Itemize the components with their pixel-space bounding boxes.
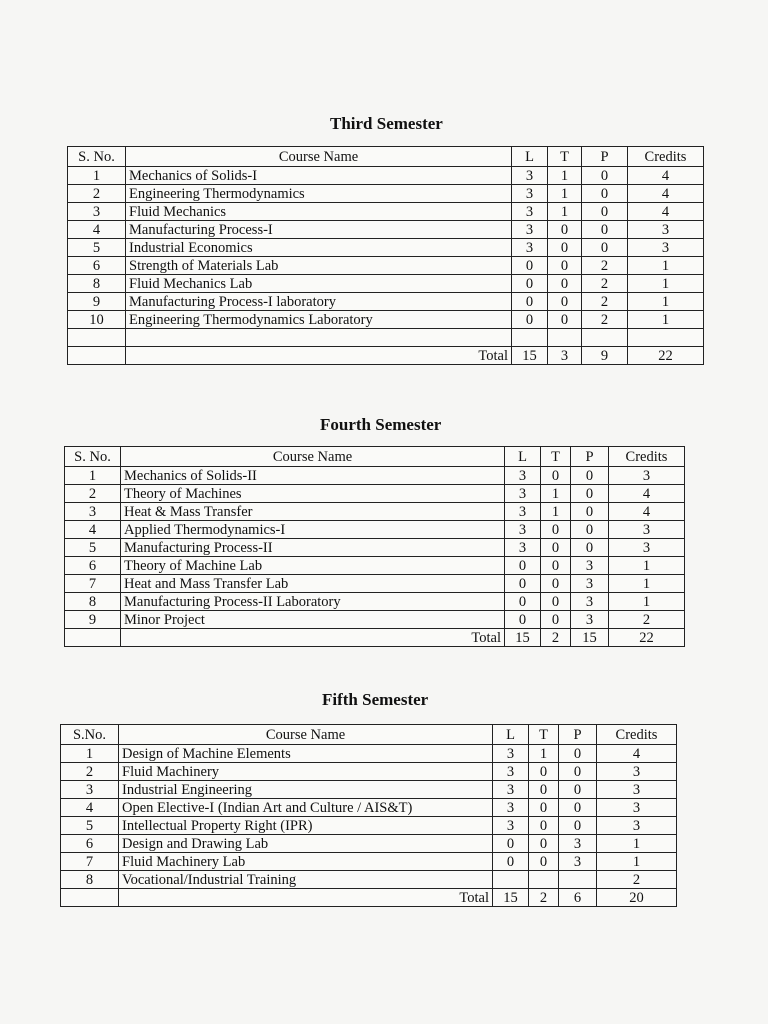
total-p: 9 bbox=[582, 347, 628, 365]
course-name-cell: Fluid Machinery Lab bbox=[119, 853, 493, 871]
credits-cell: 4 bbox=[609, 503, 685, 521]
credits-cell: 1 bbox=[609, 593, 685, 611]
t-cell bbox=[529, 871, 559, 889]
l-cell: 0 bbox=[505, 575, 541, 593]
total-credits: 22 bbox=[609, 629, 685, 647]
p-cell: 2 bbox=[582, 257, 628, 275]
credits-cell: 1 bbox=[628, 293, 704, 311]
course-name-header: Course Name bbox=[119, 725, 493, 745]
sno-cell: 5 bbox=[68, 239, 126, 257]
course-name-cell: Manufacturing Process-I laboratory bbox=[126, 293, 512, 311]
p-cell: 3 bbox=[571, 593, 609, 611]
p-cell: 0 bbox=[559, 781, 597, 799]
sno-cell: 6 bbox=[68, 257, 126, 275]
p-cell: 0 bbox=[582, 203, 628, 221]
sno-cell: 4 bbox=[68, 221, 126, 239]
total-l: 15 bbox=[493, 889, 529, 907]
credits-cell: 4 bbox=[628, 167, 704, 185]
t-cell: 0 bbox=[529, 781, 559, 799]
t-cell: 0 bbox=[541, 467, 571, 485]
credits-cell: 4 bbox=[628, 203, 704, 221]
credits-cell: 4 bbox=[609, 485, 685, 503]
t-cell: 0 bbox=[548, 257, 582, 275]
l-cell: 3 bbox=[493, 763, 529, 781]
table-row bbox=[68, 293, 704, 311]
total-label: Total bbox=[126, 347, 512, 365]
third-semester-title: Third Semester bbox=[330, 114, 443, 133]
t-header: T bbox=[541, 447, 571, 467]
course-name-cell: Strength of Materials Lab bbox=[126, 257, 512, 275]
t-header: T bbox=[548, 147, 582, 167]
total-row bbox=[61, 889, 677, 907]
p-header: P bbox=[571, 447, 609, 467]
p-cell: 0 bbox=[571, 485, 609, 503]
table-row bbox=[65, 611, 685, 629]
table-empty-row bbox=[68, 329, 704, 347]
sno-cell: 9 bbox=[68, 293, 126, 311]
course-name-cell: Engineering Thermodynamics bbox=[126, 185, 512, 203]
credits-cell: 1 bbox=[609, 575, 685, 593]
l-cell: 3 bbox=[505, 467, 541, 485]
course-name-cell: Theory of Machine Lab bbox=[121, 557, 505, 575]
t-cell: 1 bbox=[548, 185, 582, 203]
t-cell: 1 bbox=[548, 203, 582, 221]
p-cell: 0 bbox=[571, 539, 609, 557]
course-name-cell: Manufacturing Process-II Laboratory bbox=[121, 593, 505, 611]
p-cell: 3 bbox=[559, 835, 597, 853]
l-cell: 3 bbox=[505, 503, 541, 521]
p-cell: 3 bbox=[571, 557, 609, 575]
table-row bbox=[68, 275, 704, 293]
credits-cell: 1 bbox=[628, 311, 704, 329]
course-name-cell: Design and Drawing Lab bbox=[119, 835, 493, 853]
l-cell: 3 bbox=[512, 185, 548, 203]
p-cell: 2 bbox=[582, 293, 628, 311]
course-name-cell: Theory of Machines bbox=[121, 485, 505, 503]
t-cell: 0 bbox=[529, 817, 559, 835]
l-header: L bbox=[505, 447, 541, 467]
l-cell: 3 bbox=[493, 781, 529, 799]
total-l: 15 bbox=[512, 347, 548, 365]
credits-cell: 1 bbox=[609, 557, 685, 575]
t-cell: 0 bbox=[541, 557, 571, 575]
course-name-cell: Industrial Economics bbox=[126, 239, 512, 257]
table-row bbox=[61, 763, 677, 781]
course-name-cell: Mechanics of Solids-II bbox=[121, 467, 505, 485]
total-row bbox=[68, 347, 704, 365]
credits-cell: 1 bbox=[597, 835, 677, 853]
t-cell: 0 bbox=[548, 293, 582, 311]
sno-header: S. No. bbox=[68, 147, 126, 167]
table-header-row bbox=[65, 447, 685, 467]
fifth-semester-title: Fifth Semester bbox=[322, 690, 429, 709]
table-row bbox=[68, 257, 704, 275]
l-cell: 0 bbox=[512, 293, 548, 311]
l-cell bbox=[493, 871, 529, 889]
credits-cell: 3 bbox=[609, 539, 685, 557]
l-cell: 3 bbox=[512, 221, 548, 239]
l-cell: 0 bbox=[505, 557, 541, 575]
total-p: 15 bbox=[571, 629, 609, 647]
t-cell: 0 bbox=[541, 539, 571, 557]
p-cell: 0 bbox=[582, 185, 628, 203]
p-cell: 3 bbox=[559, 853, 597, 871]
p-cell: 3 bbox=[571, 575, 609, 593]
sno-cell: 7 bbox=[65, 575, 121, 593]
t-cell: 0 bbox=[529, 835, 559, 853]
table-row bbox=[68, 311, 704, 329]
course-name-cell: Intellectual Property Right (IPR) bbox=[119, 817, 493, 835]
sno-header: S.No. bbox=[61, 725, 119, 745]
p-cell: 0 bbox=[571, 503, 609, 521]
sno-cell: 9 bbox=[65, 611, 121, 629]
t-cell: 0 bbox=[529, 763, 559, 781]
sno-cell: 10 bbox=[68, 311, 126, 329]
sno-cell: 8 bbox=[61, 871, 119, 889]
p-cell: 0 bbox=[582, 167, 628, 185]
t-cell: 0 bbox=[548, 239, 582, 257]
l-cell: 3 bbox=[493, 799, 529, 817]
t-cell: 1 bbox=[548, 167, 582, 185]
table-row bbox=[61, 745, 677, 763]
t-header: T bbox=[529, 725, 559, 745]
course-name-cell: Heat and Mass Transfer Lab bbox=[121, 575, 505, 593]
table-row bbox=[65, 593, 685, 611]
table-row bbox=[65, 557, 685, 575]
l-cell: 0 bbox=[512, 257, 548, 275]
sno-cell: 3 bbox=[61, 781, 119, 799]
credits-cell: 3 bbox=[597, 799, 677, 817]
course-name-header: Course Name bbox=[121, 447, 505, 467]
credits-header: Credits bbox=[597, 725, 677, 745]
t-cell: 0 bbox=[529, 799, 559, 817]
t-cell: 0 bbox=[541, 593, 571, 611]
table-row bbox=[65, 503, 685, 521]
l-cell: 0 bbox=[493, 853, 529, 871]
l-cell: 3 bbox=[493, 745, 529, 763]
sno-cell: 1 bbox=[61, 745, 119, 763]
l-cell: 0 bbox=[512, 275, 548, 293]
t-cell: 0 bbox=[541, 521, 571, 539]
credits-cell: 4 bbox=[628, 185, 704, 203]
table-row bbox=[65, 521, 685, 539]
course-name-cell: Fluid Machinery bbox=[119, 763, 493, 781]
sno-cell: 4 bbox=[65, 521, 121, 539]
l-cell: 3 bbox=[505, 539, 541, 557]
table-row bbox=[61, 853, 677, 871]
table-row bbox=[61, 835, 677, 853]
p-cell: 0 bbox=[559, 763, 597, 781]
l-cell: 0 bbox=[512, 311, 548, 329]
sno-cell: 8 bbox=[65, 593, 121, 611]
total-credits: 20 bbox=[597, 889, 677, 907]
l-cell: 3 bbox=[505, 521, 541, 539]
t-cell: 0 bbox=[548, 275, 582, 293]
credits-cell: 3 bbox=[609, 467, 685, 485]
l-cell: 0 bbox=[505, 593, 541, 611]
course-name-cell: Heat & Mass Transfer bbox=[121, 503, 505, 521]
t-cell: 0 bbox=[529, 853, 559, 871]
l-header: L bbox=[512, 147, 548, 167]
sno-cell: 6 bbox=[65, 557, 121, 575]
sno-cell: 5 bbox=[65, 539, 121, 557]
t-cell: 0 bbox=[541, 575, 571, 593]
t-cell: 0 bbox=[548, 221, 582, 239]
total-credits: 22 bbox=[628, 347, 704, 365]
table-row bbox=[68, 167, 704, 185]
sno-cell: 1 bbox=[65, 467, 121, 485]
p-header: P bbox=[582, 147, 628, 167]
table-row bbox=[68, 185, 704, 203]
course-name-cell: Open Elective-I (Indian Art and Culture / AIS&T) bbox=[119, 799, 493, 817]
p-cell: 3 bbox=[571, 611, 609, 629]
credits-header: Credits bbox=[628, 147, 704, 167]
l-cell: 3 bbox=[512, 203, 548, 221]
fifth-semester-table bbox=[60, 724, 677, 907]
table-row bbox=[61, 799, 677, 817]
l-cell: 3 bbox=[505, 485, 541, 503]
course-name-cell: Engineering Thermodynamics Laboratory bbox=[126, 311, 512, 329]
p-cell: 2 bbox=[582, 275, 628, 293]
course-name-cell: Fluid Mechanics bbox=[126, 203, 512, 221]
p-header: P bbox=[559, 725, 597, 745]
sno-cell: 7 bbox=[61, 853, 119, 871]
sno-cell: 6 bbox=[61, 835, 119, 853]
credits-cell: 3 bbox=[597, 781, 677, 799]
table-row bbox=[68, 239, 704, 257]
credits-cell: 2 bbox=[597, 871, 677, 889]
table-row bbox=[68, 203, 704, 221]
table-row bbox=[61, 781, 677, 799]
sno-cell: 2 bbox=[61, 763, 119, 781]
credits-cell: 3 bbox=[609, 521, 685, 539]
course-name-cell: Fluid Mechanics Lab bbox=[126, 275, 512, 293]
sno-cell: 2 bbox=[65, 485, 121, 503]
credits-cell: 3 bbox=[597, 763, 677, 781]
sno-cell: 8 bbox=[68, 275, 126, 293]
sno-cell: 4 bbox=[61, 799, 119, 817]
p-cell: 2 bbox=[582, 311, 628, 329]
t-cell: 0 bbox=[548, 311, 582, 329]
p-cell: 0 bbox=[559, 817, 597, 835]
table-header-row bbox=[61, 725, 677, 745]
total-t: 2 bbox=[541, 629, 571, 647]
table-row bbox=[65, 485, 685, 503]
l-cell: 0 bbox=[493, 835, 529, 853]
credits-header: Credits bbox=[609, 447, 685, 467]
l-header: L bbox=[493, 725, 529, 745]
credits-cell: 3 bbox=[597, 817, 677, 835]
l-cell: 3 bbox=[512, 167, 548, 185]
course-name-cell: Design of Machine Elements bbox=[119, 745, 493, 763]
table-row bbox=[65, 539, 685, 557]
course-name-cell: Manufacturing Process-I bbox=[126, 221, 512, 239]
table-row bbox=[61, 817, 677, 835]
credits-cell: 3 bbox=[628, 221, 704, 239]
total-row bbox=[65, 629, 685, 647]
course-name-cell: Vocational/Industrial Training bbox=[119, 871, 493, 889]
course-name-cell: Mechanics of Solids-I bbox=[126, 167, 512, 185]
course-name-cell: Manufacturing Process-II bbox=[121, 539, 505, 557]
credits-cell: 3 bbox=[628, 239, 704, 257]
sno-cell: 3 bbox=[65, 503, 121, 521]
l-cell: 0 bbox=[505, 611, 541, 629]
total-label: Total bbox=[119, 889, 493, 907]
total-l: 15 bbox=[505, 629, 541, 647]
credits-cell: 1 bbox=[628, 275, 704, 293]
course-name-header: Course Name bbox=[126, 147, 512, 167]
total-label: Total bbox=[121, 629, 505, 647]
total-p: 6 bbox=[559, 889, 597, 907]
credits-cell: 2 bbox=[609, 611, 685, 629]
fourth-semester-table bbox=[64, 446, 685, 647]
t-cell: 1 bbox=[541, 503, 571, 521]
table-row bbox=[65, 467, 685, 485]
course-name-cell: Applied Thermodynamics-I bbox=[121, 521, 505, 539]
fourth-semester-title: Fourth Semester bbox=[320, 415, 442, 434]
sno-cell: 2 bbox=[68, 185, 126, 203]
third-semester-table bbox=[67, 146, 704, 365]
sno-cell: 1 bbox=[68, 167, 126, 185]
p-cell: 0 bbox=[582, 239, 628, 257]
l-cell: 3 bbox=[493, 817, 529, 835]
t-cell: 0 bbox=[541, 611, 571, 629]
table-row bbox=[61, 871, 677, 889]
course-name-cell: Industrial Engineering bbox=[119, 781, 493, 799]
p-cell: 0 bbox=[582, 221, 628, 239]
sno-header: S. No. bbox=[65, 447, 121, 467]
t-cell: 1 bbox=[529, 745, 559, 763]
l-cell: 3 bbox=[512, 239, 548, 257]
p-cell bbox=[559, 871, 597, 889]
total-t: 2 bbox=[529, 889, 559, 907]
total-t: 3 bbox=[548, 347, 582, 365]
p-cell: 0 bbox=[559, 745, 597, 763]
sno-cell: 3 bbox=[68, 203, 126, 221]
p-cell: 0 bbox=[571, 467, 609, 485]
credits-cell: 1 bbox=[628, 257, 704, 275]
p-cell: 0 bbox=[571, 521, 609, 539]
sno-cell: 5 bbox=[61, 817, 119, 835]
t-cell: 1 bbox=[541, 485, 571, 503]
course-name-cell: Minor Project bbox=[121, 611, 505, 629]
table-row bbox=[68, 221, 704, 239]
p-cell: 0 bbox=[559, 799, 597, 817]
credits-cell: 1 bbox=[597, 853, 677, 871]
table-row bbox=[65, 575, 685, 593]
table-header-row bbox=[68, 147, 704, 167]
credits-cell: 4 bbox=[597, 745, 677, 763]
